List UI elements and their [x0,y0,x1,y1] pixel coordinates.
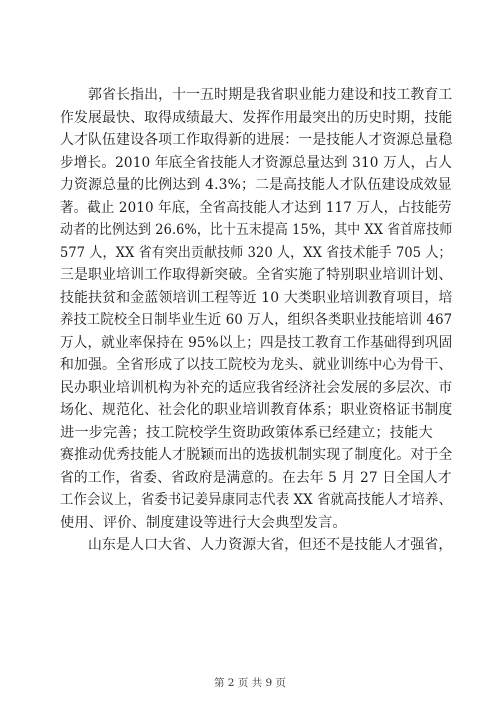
text-line: 万人，就业率保持在 95%以上；四是技工教育工作基础得到巩固 [60,334,453,351]
text-line: 人才队伍建设各项工作取得新的进展：一是技能人才资源总量稳 [60,132,453,148]
text-line: 场化、规范化、社会化的职业培训教育体系；职业资格证书制度 [60,402,453,418]
text-line: 力资源总量的比例达到 4.3%；二是高技能人才队伍建设成效显 [60,177,452,193]
document-body [60,84,453,557]
text-line: 和加强。全省形成了以技工院校为龙头、就业训练中心为骨干、 [60,357,453,373]
text-line: 步增长。2010 年底全省技能人才资源总量达到 310 万人，占人 [60,154,452,171]
text-line: 山东是人口大省、人力资源大省，但还不是技能人才强省， [60,537,453,553]
page-footer [0,675,500,690]
text-line: 作发展最快、取得成绩最大、发挥作用最突出的历史时期，技能 [60,109,453,126]
text-line: 技能扶贫和金蓝领培训工程等近 10 大类职业培训教育项目，培 [60,289,453,306]
text-line: 省的工作，省委、省政府是满意的。在去年 5 月 27 日全国人才 [60,469,452,486]
text-line: 工作会议上，省委书记姜异康同志代表 XX 省就高技能人才培养、 [60,492,452,508]
text-line: 三是职业培训工作取得新突破。全省实施了特别职业培训计划、 [60,267,453,283]
text-line: 养技工院校全日制毕业生近 60 万人，组织各类职业技能培训 467 [60,312,453,328]
text-line: 使用、评价、制度建设等进行大会典型发言。 [60,514,347,531]
text-line: 动者的比例达到 26.6%，比十五末提高 15%，其中 XX 省首席技师 [60,222,453,238]
text-line: 赛推动优秀技能人才脱颖而出的选拔机制实现了制度化。对于全 [60,447,453,463]
text-line: 577 人，XX 省有突出贡献技师 320 人，XX 省技术能手 705 人； [60,244,452,261]
text-line: 郭省长指出，十一五时期是我省职业能力建设和技工教育工 [60,87,453,103]
page-number: 第 2 页 共 9 页 [213,677,287,689]
text-line: 著。截止 2010 年底，全省高技能人才达到 117 万人，占技能劳 [60,199,452,216]
text-line: 民办职业培训机构为补充的适应我省经济社会发展的多层次、市 [60,379,453,396]
text-line: 进一步完善；技工院校学生资助政策体系已经建立；技能大 [60,424,433,441]
